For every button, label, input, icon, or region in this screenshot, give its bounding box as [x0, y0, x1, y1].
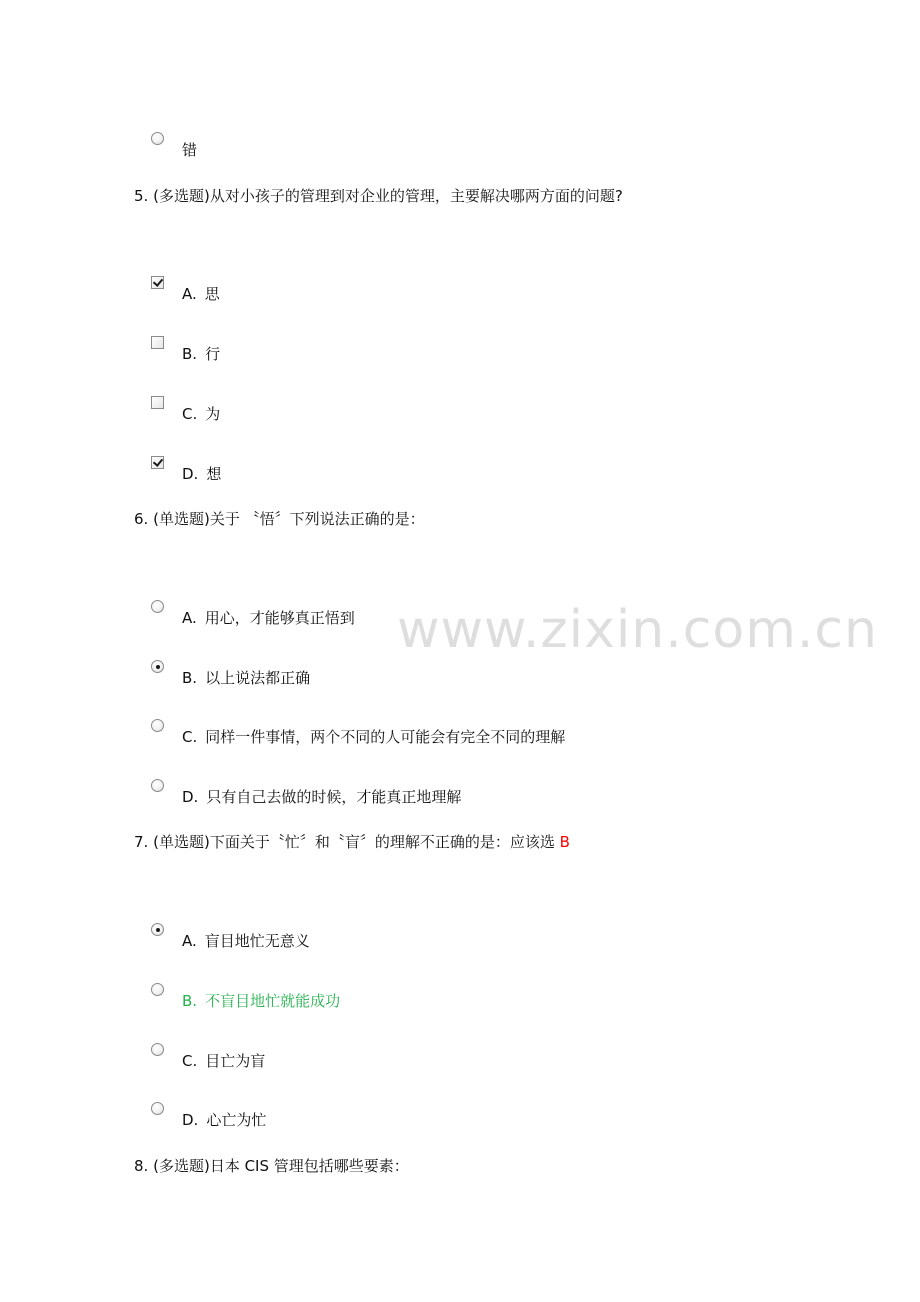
option-text: 错	[182, 141, 198, 159]
question-6	[134, 509, 425, 529]
question-text: 日本 CIS 管理包括哪些要素：	[209, 1157, 409, 1175]
option-letter: C.	[182, 1052, 198, 1070]
q6-option-c[interactable]	[151, 727, 565, 747]
q5-option-a[interactable]	[151, 284, 220, 304]
radio-icon[interactable]	[151, 1102, 164, 1115]
q7-option-c[interactable]	[151, 1051, 265, 1071]
answer-note: B	[559, 833, 570, 851]
option-letter: D.	[182, 1111, 199, 1129]
question-8	[134, 1156, 409, 1176]
option-letter: A.	[182, 285, 197, 303]
option-letter: A.	[182, 932, 197, 950]
radio-selected-icon[interactable]	[151, 923, 164, 936]
option-letter: D.	[182, 465, 199, 483]
question-number: 6.	[134, 510, 149, 528]
option-letter: B.	[182, 992, 198, 1010]
question-type: (多选题)	[153, 187, 210, 205]
option-letter: C.	[182, 405, 198, 423]
q7-option-d[interactable]	[151, 1110, 266, 1130]
question-number: 5.	[134, 187, 149, 205]
radio-icon[interactable]	[151, 983, 164, 996]
question-number: 8.	[134, 1157, 149, 1175]
option-text: 思	[204, 285, 220, 303]
option-letter: D.	[182, 788, 199, 806]
q6-option-d[interactable]	[151, 787, 461, 807]
radio-selected-icon[interactable]	[151, 660, 164, 673]
question-type: (单选题)	[153, 510, 210, 528]
question-7	[134, 832, 570, 852]
option-text: 不盲目地忙就能成功	[205, 992, 341, 1010]
q6-option-b[interactable]	[151, 668, 310, 688]
option-text: 用心，才能够真正悟到	[204, 609, 355, 627]
radio-icon[interactable]	[151, 719, 164, 732]
option-letter: A.	[182, 609, 197, 627]
question-text: 从对小孩子的管理到对企业的管理，主要解决哪两方面的问题?	[209, 187, 623, 205]
option-text: 目亡为盲	[205, 1052, 266, 1070]
question-type: (多选题)	[153, 1157, 210, 1175]
question-text: 下面关于〝忙〞和〝盲〞的理解不正确的是：应该选	[209, 833, 560, 851]
option-text: 只有自己去做的时候，才能真正地理解	[206, 788, 462, 806]
question-text: 关于 〝悟〞下列说法正确的是：	[209, 510, 425, 528]
q7-option-a[interactable]	[151, 931, 310, 951]
question-5	[134, 186, 623, 206]
q6-option-a[interactable]	[151, 608, 355, 628]
radio-icon[interactable]	[151, 1043, 164, 1056]
option-letter: B.	[182, 669, 198, 687]
checkbox-checked-icon[interactable]	[151, 276, 164, 289]
option-text: 想	[206, 465, 222, 483]
q5-option-d[interactable]	[151, 464, 221, 484]
q5-option-b[interactable]	[151, 344, 220, 364]
q5-option-c[interactable]	[151, 404, 220, 424]
radio-icon[interactable]	[151, 600, 164, 613]
checkbox-icon[interactable]	[151, 336, 164, 349]
watermark: www.zixin.com.cn	[397, 600, 878, 660]
option-letter: C.	[182, 728, 198, 746]
option-text: 为	[205, 405, 221, 423]
q7-option-b[interactable]	[151, 991, 340, 1011]
option-text: 行	[205, 345, 221, 363]
option-text: 以上说法都正确	[205, 669, 311, 687]
radio-icon[interactable]	[151, 132, 164, 145]
option-text: 心亡为忙	[206, 1111, 267, 1129]
q4-option-wrong[interactable]	[151, 140, 197, 160]
option-text: 盲目地忙无意义	[204, 932, 310, 950]
checkbox-checked-icon[interactable]	[151, 456, 164, 469]
option-text: 同样一件事情，两个不同的人可能会有完全不同的理解	[205, 728, 566, 746]
radio-icon[interactable]	[151, 779, 164, 792]
question-number: 7.	[134, 833, 149, 851]
question-type: (单选题)	[153, 833, 210, 851]
option-letter: B.	[182, 345, 198, 363]
checkbox-icon[interactable]	[151, 396, 164, 409]
